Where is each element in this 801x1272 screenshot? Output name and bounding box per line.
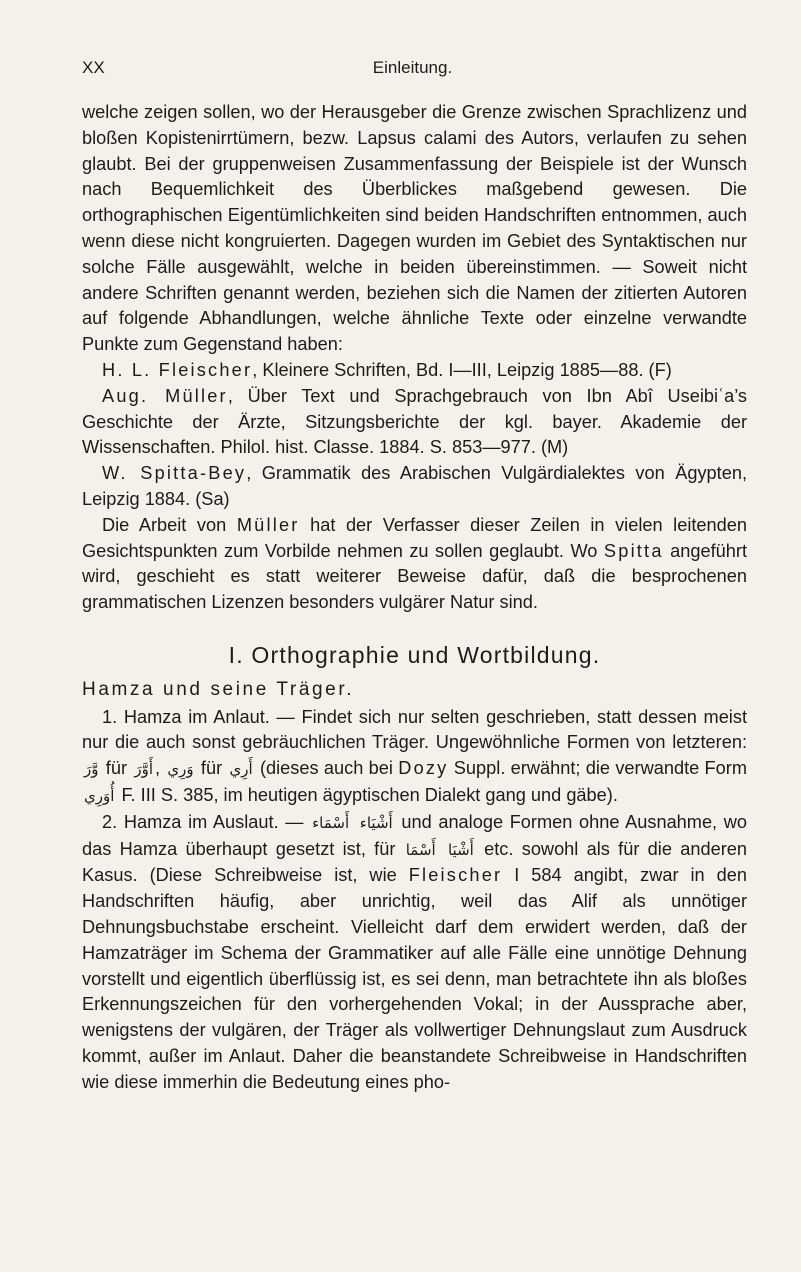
text-run: etc. sowohl als für die anderen Kasus. (Diese Schreibweise ist, wie bbox=[82, 838, 747, 886]
method-paragraph bbox=[82, 513, 747, 616]
arabic-word: أَرِي bbox=[229, 760, 253, 779]
reference-mueller bbox=[82, 384, 747, 461]
author-name: Dozy bbox=[398, 758, 449, 779]
page-number: XX bbox=[82, 58, 105, 77]
arabic-word: وَّرَ bbox=[84, 760, 99, 779]
subsection-heading: Hamza und seine Träger. bbox=[82, 678, 355, 700]
reference-fleischer bbox=[82, 358, 747, 384]
hamza-auslaut-paragraph bbox=[82, 810, 747, 1096]
arabic-word: وَرِي bbox=[167, 760, 194, 779]
text-run: für bbox=[100, 758, 133, 779]
text-run: für bbox=[195, 758, 228, 779]
text-run: I 584 angibt, zwar in den Handschriften häufig, aber unrichtig, weil das Alif als unnötiger Dehnungsbuchstabe erscheint. Vielleicht darf dem erwidert werden, daß der Hamzaträger im Schema der Grammatiker auf alle Fälle eine unnötige Dehnung vorstellt und eigentlich überflüssig ist, es sei denn, man betrachtete ihn als bloßes Erkennungszeichen für den vorhergehenden Vokal; in der Aussprache aber, wenigstens der vulgären, der Träger als vollwertiger Dehnungslaut zum Ausdruck kommt, außer im Anlaut. Daher die beanstandete Schreibweise in Handschriften wie diese immerhin die Bedeutung eines pho- bbox=[82, 865, 747, 1092]
text-run bbox=[438, 839, 446, 859]
reference-author: W. Spitta-Bey bbox=[102, 463, 247, 484]
reference-author: H. L. Fleischer bbox=[102, 359, 253, 380]
text-run: F. III S. 385, im heutigen ägyptischen Dialekt gang und gäbe). bbox=[116, 784, 618, 805]
reference-spitta bbox=[82, 461, 747, 513]
hamza-anlaut-paragraph bbox=[82, 705, 747, 810]
text-run: Suppl. erwähnt; die verwandte Form bbox=[448, 758, 747, 779]
page-body bbox=[82, 100, 747, 1095]
text-run: Die Arbeit von bbox=[102, 514, 237, 535]
text-run: , bbox=[155, 758, 166, 779]
section-heading: I. Orthographie und Wortbildung. bbox=[228, 641, 601, 668]
reference-details: , Grammatik des Arabischen Vulgärdialektes von Ägypten, Leipzig 1884. (Sa) bbox=[82, 463, 747, 509]
page-header bbox=[82, 58, 743, 86]
arabic-word: أَسْمَاء bbox=[312, 813, 350, 832]
author-name: Fleischer bbox=[408, 865, 503, 886]
text-run: 2. Hamza im Auslaut. — bbox=[102, 811, 311, 832]
intro-paragraph: welche zeigen sollen, wo der Herausgeber die Grenze zwischen Sprachlizenz und bloßen Kopistenirrtümern, bezw. Lapsus calami des Autors, verlaufen zu sehen glaubt. Bei der gruppenweisen Zusammenfassung der Beispiele ist der Wunsch nach Bequemlichkeit des Überblickes maßgebend gewesen. Die orthographischen Eigentümlichkeiten sind beiden Handschriften entnommen, auch wenn diese nicht kongruierten. Dagegen wurden im Gebiet des Syntaktischen nur solche Fälle ausgewählt, welche in beiden übereinstimmen. — Soweit nicht andere Schriften genannt werden, beziehen sich die Namen der zitierten Autoren auf folgende Abhandlungen, welche ähnliche Texte oder einzelne verwandte Punkte zum Gegenstand haben: bbox=[82, 102, 747, 355]
text-run bbox=[351, 812, 358, 832]
reference-details: , Kleinere Schriften, Bd. I—III, Leipzig 1885—88. (F) bbox=[252, 359, 672, 380]
text-run: und analoge Formen ohne Ausnahme, wo das Hamza überhaupt gesetzt ist, für bbox=[82, 811, 748, 859]
reference-author: Aug. Müller bbox=[102, 385, 228, 406]
text-run: (dieses auch bei bbox=[254, 758, 399, 779]
arabic-word: أَوَّرَ bbox=[134, 760, 154, 779]
text-run: angeführt wird, geschieht es statt weiterer Beweise dafür, daß die besprochenen grammatischen Lizenzen besonders vulgärer Natur sind. bbox=[82, 540, 748, 613]
author-name: Müller bbox=[236, 514, 300, 535]
reference-details: , Über Text und Sprachgebrauch von Ibn Abî Useibiʿa’s Geschichte der Ärzte, Sitzungsberichte der kgl. bayer. Akademie der Wissenschaften. Philol. hist. Classe. 1884. S. 853—977. (M) bbox=[82, 385, 748, 458]
arabic-word: أَسْمَا bbox=[405, 840, 436, 859]
text-run: 1. Hamza im Anlaut. — Findet sich nur selten geschrieben, statt dessen meist nur die auch sonst gebräuchlichen Träger. Ungewöhnliche Formen von letzteren: bbox=[82, 706, 747, 753]
author-name: Spitta bbox=[603, 540, 664, 561]
arabic-word: أَشْيَا bbox=[447, 840, 474, 859]
arabic-word: أُوَرِي bbox=[84, 786, 115, 805]
text-run: hat der Verfasser dieser Zeilen in vielen leitenden Gesichtspunkten zum Vorbilde nehmen zu sollen geglaubt. Wo bbox=[82, 514, 747, 561]
arabic-word: أَشْيَاء bbox=[359, 813, 393, 832]
running-title: Einleitung. bbox=[372, 58, 453, 77]
